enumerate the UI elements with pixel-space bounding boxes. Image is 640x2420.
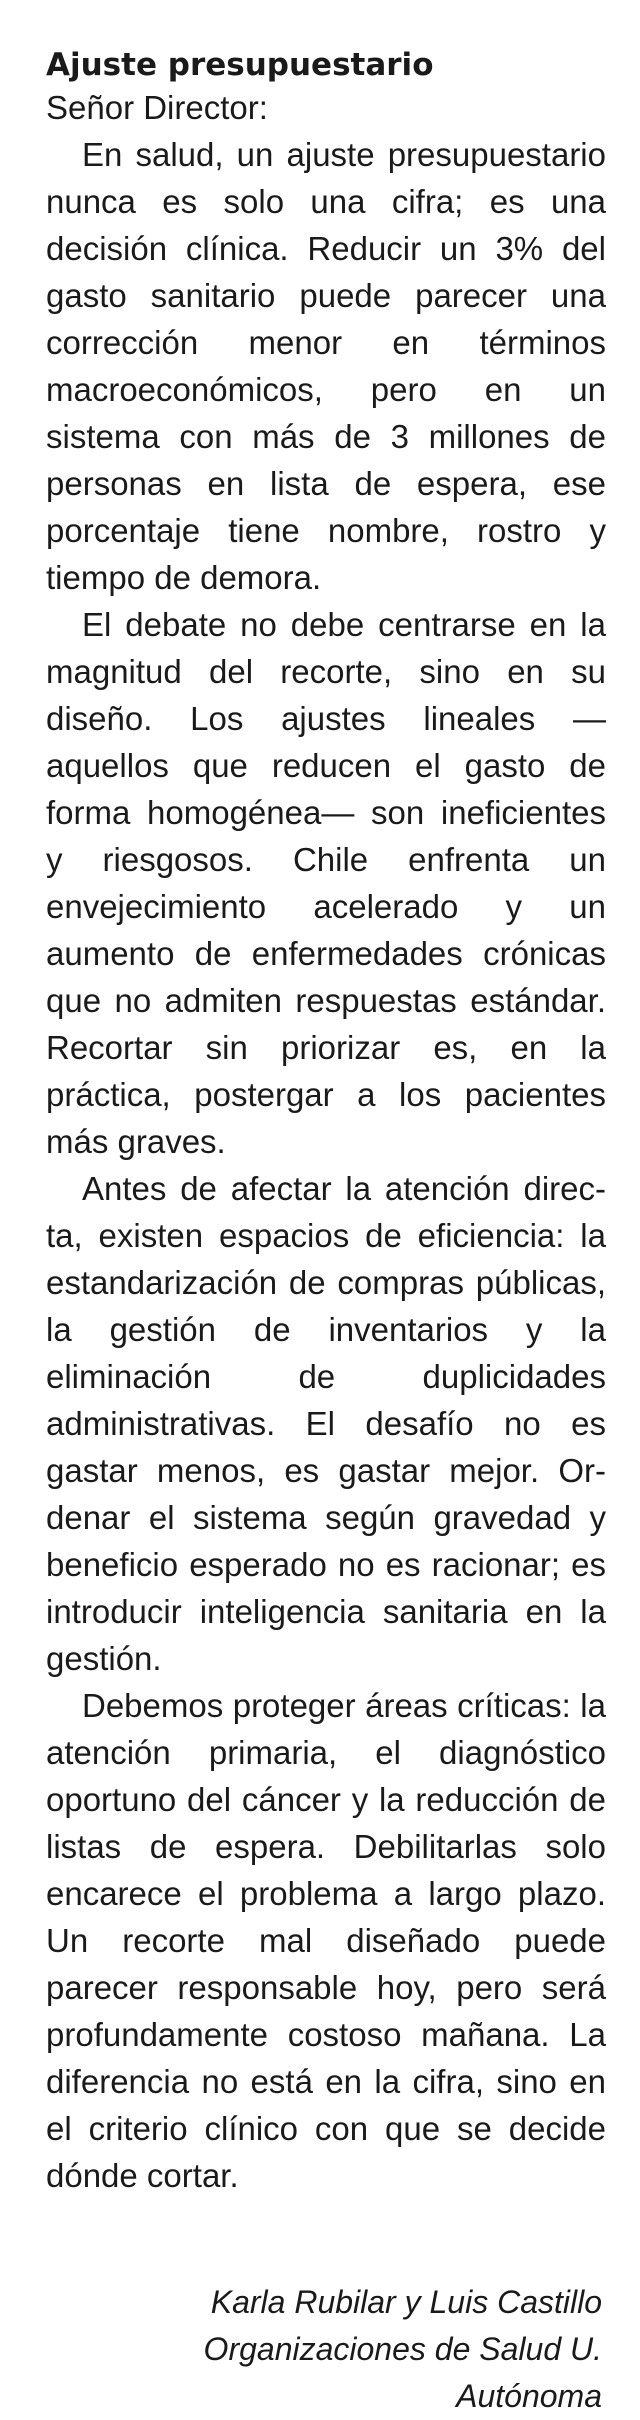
letter-title: Ajuste presupuestario	[46, 47, 434, 83]
signature-block	[46, 2279, 606, 2420]
signature-authors: Karla Rubilar y Luis Castillo	[210, 2284, 602, 2320]
paragraph-4: Debemos proteger áreas críticas: la atención primaria, el diagnóstico oportuno del cáncer y la reducción de listas de espera. Debilitarlas solo encarece el problema a largo plazo. Un recorte mal diseñado puede parecer responsable hoy, pero será profundamente costoso mañana. La diferencia no está en la cifra, sino en el criterio clínico con que se decide dónde cortar.	[46, 1687, 606, 2194]
paragraph-1: En salud, un ajuste presupuestario nunca es solo una cifra; es una decisión clínica. Reducir un 3% del gasto sanitario puede parecer una corrección menor en términos macroeconómicos, pero en un sistema con más de 3 millones de personas en lista de espera, ese porcentaje tiene nombre, rostro y tiempo de demora.	[46, 136, 606, 596]
signature-organization: Organizaciones de Salud U.	[203, 2331, 602, 2367]
salutation: Señor Director:	[46, 89, 268, 126]
paragraph-3: Antes de afectar la atención directa, existen espacios de eficiencia: la estandarización de compras públicas, la gestión de inventarios y la eliminación de duplicidades administrativas. El desafío no es gastar menos, es gastar mejor. Ordenar el sistema según gravedad y beneficio esperado no es racionar; es introducir inteligencia sanitaria en la gestión.	[46, 1170, 606, 1677]
paragraph-2: El debate no debe centrarse en la magnitud del recorte, sino en su diseño. Los ajustes lineales —aquellos que reducen el gasto de forma homogénea— son ineficientes y riesgosos. Chile enfrenta un envejecimiento acelerado y un aumento de enfermedades crónicas que no admiten respuestas estándar. Recortar sin priorizar es, en la práctica, postergar a los pacientes más graves.	[46, 606, 606, 1160]
signature-organization-cont: Autónoma	[456, 2378, 602, 2414]
letter-to-editor	[46, 46, 606, 2420]
